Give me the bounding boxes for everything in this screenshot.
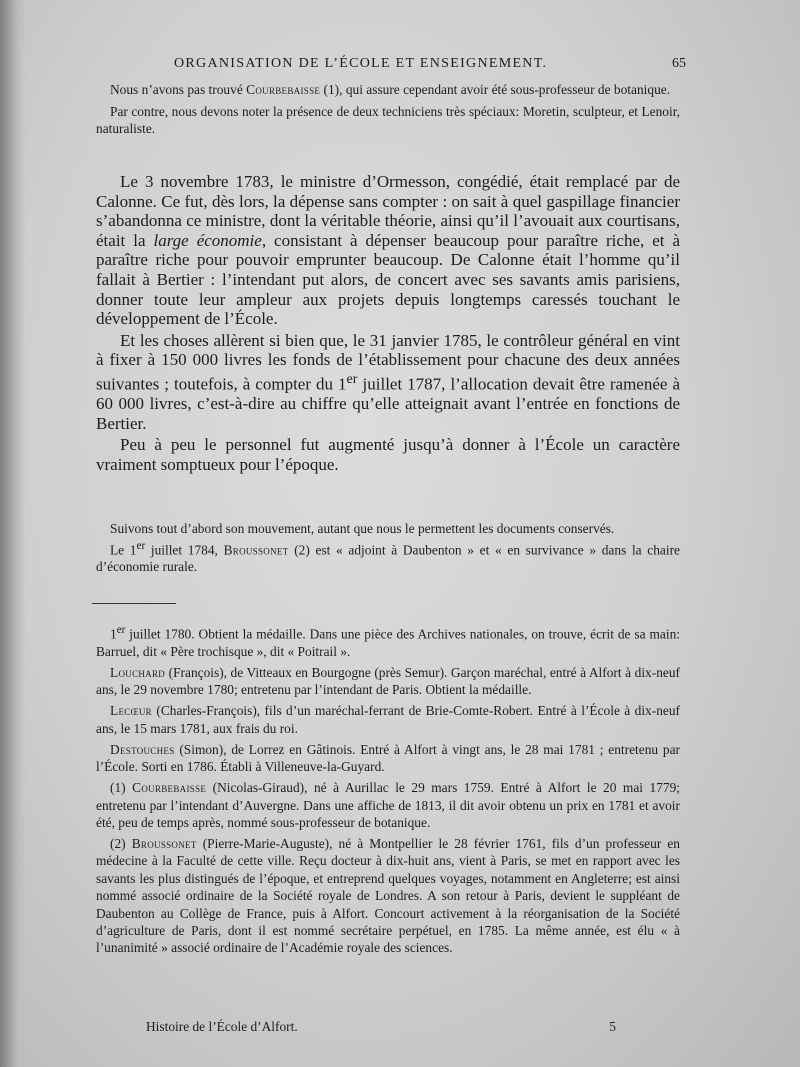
- footnote-continuation: 1er juillet 1780. Obtient la médaille. Dans une pièce des Archives nationales, on trouve, écrit de sa main: Barruel, dit « Père trochisque », dit « Poitrail ».: [96, 624, 680, 659]
- person-name: Courbebaisse: [246, 82, 321, 97]
- main-paragraph-2: Et les choses allèrent si bien que, le 31 janvier 1785, le contrôleur général en vint à fixer à 150 000 livres les fonds de l’établissement pour chacune des deux années suivantes ; toutefois, à compter du 1er juillet 1787, l’allocation devait être ramenée à 60 000 livres, c’est-à-dire au chiffre qu’elle atteignait avant l’entrée en fonctions de Bertier.: [96, 330, 680, 433]
- person-name: Broussonet: [131, 835, 197, 851]
- footnote-1: (1) Courbebaisse (Nicolas-Giraud), né à Aurillac le 29 mars 1759. Entré à Alfort le 20 mai 1779; entretenu par l’intendant d’Auvergne. Dans une affiche de 1813, il dit avoir obtenu un prix en 1781 et avoir été, peu de temps après, nommé sous-professeur de botanique.: [96, 780, 680, 830]
- follow-section: [96, 520, 680, 580]
- follow-paragraph-2: Le 1er juillet 1784, Broussonet (2) est « adjoint à Daubenton » et « en survivance » dans la chaire d’économie rurale.: [96, 540, 680, 575]
- footnote-entry: Destouches (Simon), de Lorrez en Gâtinois. Entré à Alfort à vingt ans, le 28 mai 1781 ; entretenu par l’École. Sorti en 1786. Établi à Villeneuve-la-Guyard.: [96, 741, 680, 775]
- superscript: er: [136, 540, 146, 552]
- running-header: [96, 56, 686, 78]
- page-gutter-shadow: [0, 0, 26, 1067]
- header-title: ORGANISATION DE L’ÉCOLE ET ENSEIGNEMENT.: [174, 56, 548, 71]
- emphasis: large économie: [153, 230, 262, 250]
- follow-paragraph-1: Suivons tout d’abord son mouvement, autant que nous le permettent les documents conservés.: [110, 521, 615, 536]
- intro-paragraph-2: Par contre, nous devons noter la présence de deux techniciens très spéciaux: Moretin, sculpteur, et Lenoir, naturaliste.: [96, 104, 680, 136]
- person-name: Louchard: [110, 664, 166, 680]
- footnote-entry: Louchard (François), de Vitteaux en Bourgogne (près Semur). Garçon maréchal, entré à Alfort à dix-neuf ans, le 29 novembre 1780; entretenu par l’intendant de Paris. Obtient la médaille.: [96, 664, 680, 698]
- superscript: er: [116, 624, 126, 636]
- intro-section: [96, 81, 680, 142]
- person-name: Destouches: [110, 741, 175, 757]
- main-paragraph-3: Peu à peu le personnel fut augmenté jusqu’à donner à l’École un caractère vraiment somptueux pour l’époque.: [96, 435, 680, 474]
- person-name: Lecœur: [110, 703, 152, 719]
- footnotes-section: [96, 622, 680, 960]
- signature-mark: 5: [609, 1019, 616, 1034]
- footnote-rule: [92, 603, 176, 604]
- footnote-2: (2) Broussonet (Pierre-Marie-Auguste), né à Montpellier le 28 février 1761, fils d’un professeur en médecine à la Faculté de cette ville. Reçu docteur à dix-huit ans, vient à Paris, se met en rapport avec les savants les plus distingués de l’époque, et entreprend quelques voyages, notamment en Angleterre; est ainsi nommé associé ordinaire de la Société royale de Londres. A son retour à Paris, devient le suppléant de Daubenton au Collège de France, puis à Alfort. Concourt activement à la réorganisation de la Société d’agriculture de Paris, dont il est nommé secrétaire perpétuel, en 1785. La même année, est élu « à l’unanimité » associé ordinaire de l’Académie royale des sciences.: [96, 835, 680, 956]
- page-number: 65: [672, 56, 686, 71]
- superscript: er: [346, 370, 358, 387]
- footer-title: Histoire de l’École d’Alfort.: [146, 1019, 298, 1034]
- person-name: Broussonet: [223, 542, 289, 558]
- page-footer: [146, 1019, 616, 1037]
- main-paragraph-1: Le 3 novembre 1783, le ministre d’Ormesson, congédié, était remplacé par de Calonne. Ce fut, dès lors, la dépense sans compter : on sait à quel gaspillage financier s’abandonna ce ministre, dont la véritable théorie, ainsi qu’il l’avouait aux courtisans, était la large économie, consistant à dépenser beaucoup pour paraître riche, et à paraître riche pour pouvoir emprunter beaucoup. De Calonne était l’homme qu’il fallait à Bertier : l’intendant put alors, de concert avec ses savants amis parisiens, donner toute leur ampleur aux projets depuis longtemps caressés touchant le développement de l’École.: [96, 172, 680, 329]
- main-section: [96, 172, 680, 477]
- footnote-entry: Lecœur (Charles-François), fils d’un maréchal-ferrant de Brie-Comte-Robert. Entré à l’École à dix-neuf ans, le 15 mars 1781, aux frais du roi.: [96, 703, 680, 736]
- intro-paragraph-1: Nous n’avons pas trouvé Courbebaisse (1), qui assure cependant avoir été sous-professeur de botanique.: [110, 82, 671, 97]
- person-name: Courbebaisse: [132, 780, 207, 796]
